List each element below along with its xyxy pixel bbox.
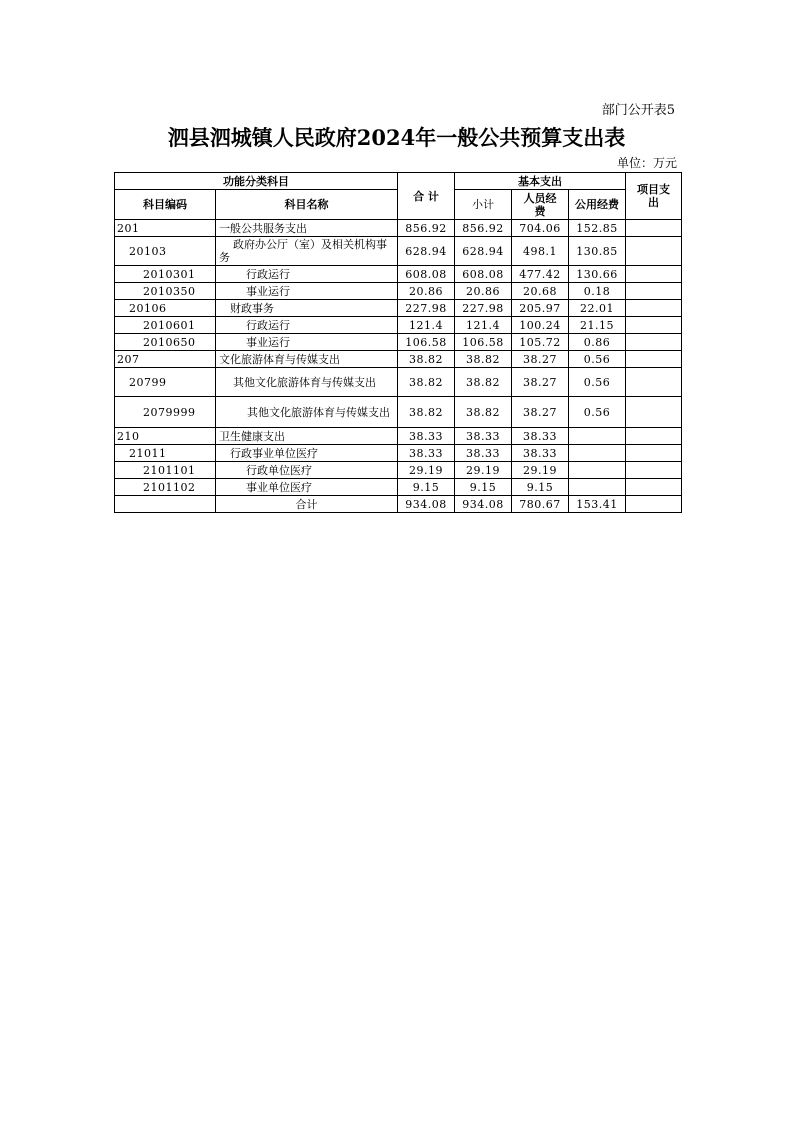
row-subtotal: 38.33 [455, 445, 512, 462]
row-name: 事业运行 [216, 334, 398, 351]
row-total: 38.82 [398, 368, 455, 397]
row-total: 856.92 [398, 220, 455, 237]
row-project [626, 351, 682, 368]
row-code: 2010301 [115, 266, 216, 283]
row-project [626, 334, 682, 351]
row-project [626, 266, 682, 283]
row-project [626, 220, 682, 237]
row-public: 152.85 [569, 220, 626, 237]
row-total: 227.98 [398, 300, 455, 317]
row-personnel: 29.19 [512, 462, 569, 479]
row-total: 20.86 [398, 283, 455, 300]
row-code: 201 [115, 220, 216, 237]
row-public: 0.18 [569, 283, 626, 300]
header-code: 科目编码 [115, 190, 216, 220]
row-public: 0.86 [569, 334, 626, 351]
row-subtotal: 20.86 [455, 283, 512, 300]
row-project [626, 283, 682, 300]
row-project [626, 479, 682, 496]
row-personnel: 205.97 [512, 300, 569, 317]
row-public [569, 428, 626, 445]
row-public: 0.56 [569, 397, 626, 428]
row-subtotal: 9.15 [455, 479, 512, 496]
table-row [115, 237, 682, 266]
table-row [115, 479, 682, 496]
table-row [115, 397, 682, 428]
table-row [115, 351, 682, 368]
row-public [569, 462, 626, 479]
header-public: 公用经费 [569, 190, 626, 220]
row-public: 130.66 [569, 266, 626, 283]
row-code: 20799 [115, 368, 216, 397]
row-name: 一般公共服务支出 [216, 220, 398, 237]
row-personnel: 38.33 [512, 428, 569, 445]
row-subtotal: 38.82 [455, 397, 512, 428]
row-code: 20106 [115, 300, 216, 317]
row-personnel: 100.24 [512, 317, 569, 334]
row-personnel: 477.42 [512, 266, 569, 283]
table-row [115, 317, 682, 334]
totals-code [115, 496, 216, 513]
header-total: 合 计 [398, 173, 455, 220]
row-public: 21.15 [569, 317, 626, 334]
row-code: 2101101 [115, 462, 216, 479]
row-subtotal: 227.98 [455, 300, 512, 317]
row-total: 38.33 [398, 445, 455, 462]
row-name: 文化旅游体育与传媒支出 [216, 351, 398, 368]
totals-subtotal: 934.08 [455, 496, 512, 513]
row-subtotal: 856.92 [455, 220, 512, 237]
row-personnel: 20.68 [512, 283, 569, 300]
row-code: 2079999 [115, 397, 216, 428]
row-total: 106.58 [398, 334, 455, 351]
table-row [115, 445, 682, 462]
row-code: 210 [115, 428, 216, 445]
row-total: 608.08 [398, 266, 455, 283]
table-row [115, 283, 682, 300]
table-row [115, 428, 682, 445]
row-public: 22.01 [569, 300, 626, 317]
header-personnel: 人员经费 [512, 190, 569, 220]
row-subtotal: 608.08 [455, 266, 512, 283]
row-public [569, 445, 626, 462]
totals-project [626, 496, 682, 513]
form-number: 部门公开表5 [601, 103, 675, 118]
totals-total: 934.08 [398, 496, 455, 513]
row-code: 207 [115, 351, 216, 368]
row-code: 2010650 [115, 334, 216, 351]
row-subtotal: 29.19 [455, 462, 512, 479]
table-row [115, 334, 682, 351]
row-name: 事业运行 [216, 283, 398, 300]
row-project [626, 397, 682, 428]
row-personnel: 9.15 [512, 479, 569, 496]
row-code: 2010350 [115, 283, 216, 300]
row-code: 2101102 [115, 479, 216, 496]
row-name: 行政运行 [216, 266, 398, 283]
row-personnel: 704.06 [512, 220, 569, 237]
row-project [626, 445, 682, 462]
row-name: 政府办公厅（室）及相关机构事务 [216, 237, 398, 266]
row-personnel: 38.27 [512, 368, 569, 397]
row-public: 0.56 [569, 351, 626, 368]
header-name: 科目名称 [216, 190, 398, 220]
header-func-class: 功能分类科目 [115, 173, 398, 190]
row-name: 财政事务 [216, 300, 398, 317]
row-personnel: 498.1 [512, 237, 569, 266]
row-personnel: 38.27 [512, 351, 569, 368]
row-code: 21011 [115, 445, 216, 462]
table-row [115, 266, 682, 283]
row-public [569, 479, 626, 496]
row-project [626, 462, 682, 479]
header-project: 项目支出 [626, 173, 682, 220]
row-name: 卫生健康支出 [216, 428, 398, 445]
row-personnel: 105.72 [512, 334, 569, 351]
row-name: 其他文化旅游体育与传媒支出 [216, 368, 398, 397]
row-subtotal: 106.58 [455, 334, 512, 351]
row-name: 事业单位医疗 [216, 479, 398, 496]
row-project [626, 300, 682, 317]
table-row [115, 368, 682, 397]
row-total: 38.82 [398, 397, 455, 428]
page-title: 泗县泗城镇人民政府2024年一般公共预算支出表 [167, 125, 626, 150]
totals-personnel: 780.67 [512, 496, 569, 513]
row-public: 0.56 [569, 368, 626, 397]
row-project [626, 237, 682, 266]
row-total: 38.82 [398, 351, 455, 368]
totals-label: 合计 [216, 496, 398, 513]
row-name: 行政单位医疗 [216, 462, 398, 479]
row-total: 38.33 [398, 428, 455, 445]
row-total: 628.94 [398, 237, 455, 266]
row-subtotal: 38.82 [455, 368, 512, 397]
row-project [626, 368, 682, 397]
row-project [626, 428, 682, 445]
header-basic: 基本支出 [455, 173, 626, 190]
row-code: 20103 [115, 237, 216, 266]
header-subtotal: 小计 [455, 190, 512, 220]
totals-row [115, 496, 682, 513]
table-row [115, 300, 682, 317]
budget-table [114, 172, 682, 513]
row-personnel: 38.27 [512, 397, 569, 428]
row-subtotal: 38.33 [455, 428, 512, 445]
table-row [115, 462, 682, 479]
row-total: 121.4 [398, 317, 455, 334]
row-subtotal: 38.82 [455, 351, 512, 368]
row-subtotal: 628.94 [455, 237, 512, 266]
row-name: 其他文化旅游体育与传媒支出 [216, 397, 398, 428]
row-public: 130.85 [569, 237, 626, 266]
row-total: 29.19 [398, 462, 455, 479]
row-total: 9.15 [398, 479, 455, 496]
row-personnel: 38.33 [512, 445, 569, 462]
row-name: 行政事业单位医疗 [216, 445, 398, 462]
row-code: 2010601 [115, 317, 216, 334]
table-row [115, 220, 682, 237]
row-subtotal: 121.4 [455, 317, 512, 334]
row-project [626, 317, 682, 334]
unit-label: 单位：万元 [616, 156, 677, 170]
row-name: 行政运行 [216, 317, 398, 334]
totals-public: 153.41 [569, 496, 626, 513]
